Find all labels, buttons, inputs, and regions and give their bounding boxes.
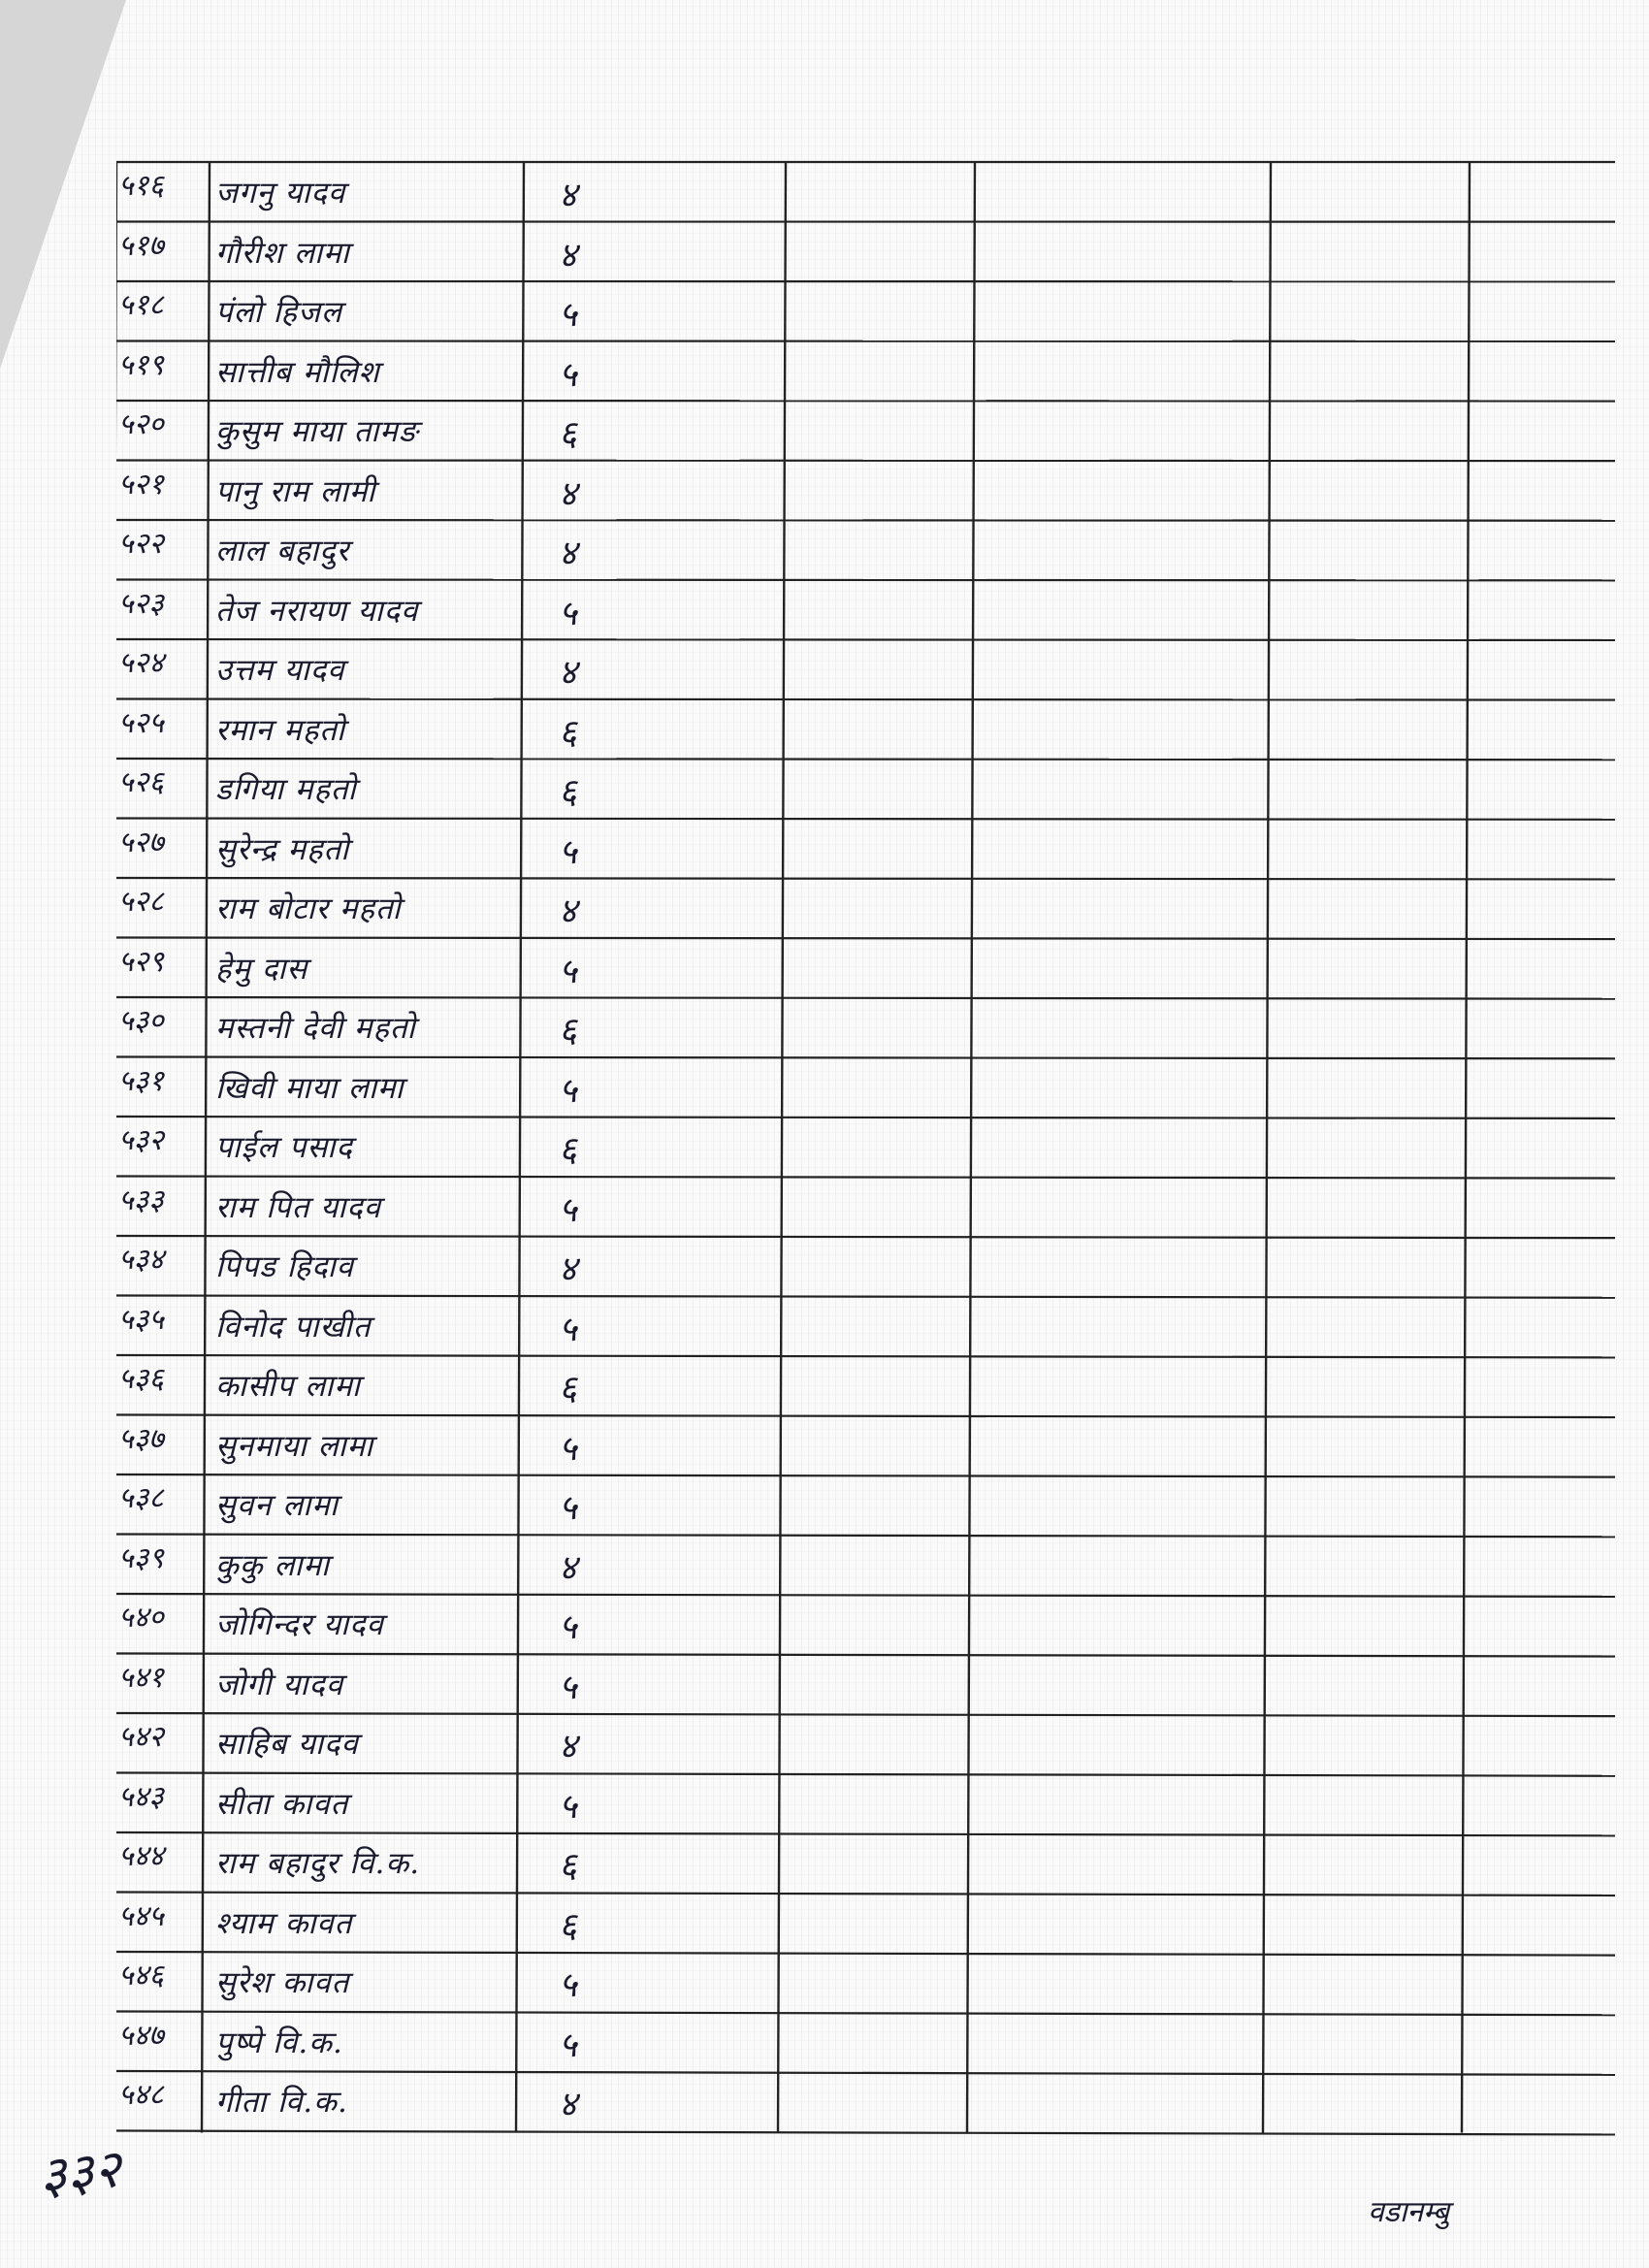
- quantity-cell: ५: [559, 1488, 577, 1528]
- table-row: [116, 2069, 1615, 2128]
- table-row: [116, 1891, 1615, 1950]
- serial-number-cell: ५४७: [118, 2018, 164, 2053]
- serial-number-cell: ५४१: [118, 1660, 164, 1695]
- quantity-cell: ४: [559, 176, 577, 215]
- quantity-cell: ४: [559, 473, 577, 514]
- serial-number-cell: ५४५: [118, 1898, 164, 1933]
- table-row: [116, 1771, 1615, 1831]
- name-cell: कुकु लामा: [215, 1547, 331, 1583]
- quantity-cell: ६: [559, 1369, 577, 1409]
- quantity-cell: ४: [559, 534, 577, 573]
- serial-number-cell: ५२६: [118, 765, 164, 799]
- quantity-cell: ५: [559, 1965, 577, 2005]
- quantity-cell: ५: [559, 593, 577, 633]
- serial-number-cell: ५२८: [118, 885, 164, 919]
- name-cell: जोगी यादव: [215, 1667, 344, 1702]
- row-rule: [116, 2131, 1615, 2135]
- name-cell: गीता वि.क.: [215, 2085, 348, 2120]
- name-cell: हेमु दास: [215, 951, 308, 987]
- name-cell: कुसुम माया तामङ: [215, 414, 419, 449]
- folded-corner: [0, 0, 126, 369]
- name-cell: राम बहादुर वि.क.: [215, 1846, 421, 1881]
- serial-number-cell: ५३१: [118, 1063, 164, 1098]
- serial-number-cell: ५४३: [118, 1779, 164, 1814]
- table-row: [116, 1413, 1615, 1473]
- table-row: [116, 995, 1615, 1054]
- name-cell: राम बोटार महतो: [215, 891, 402, 926]
- serial-number-cell: ५४२: [118, 1720, 164, 1754]
- table-row: [116, 757, 1615, 816]
- quantity-cell: ५: [559, 1189, 577, 1230]
- serial-number-cell: ५४४: [118, 1839, 164, 1873]
- serial-number-cell: ५३४: [118, 1243, 164, 1277]
- table-row: [116, 1234, 1615, 1293]
- quantity-cell: ६: [559, 414, 577, 454]
- name-cell: राम पित यादव: [215, 1189, 381, 1225]
- name-cell: सुरेन्द्र महतो: [215, 831, 350, 867]
- name-cell: लाल बहादुर: [215, 534, 350, 568]
- table-row: [116, 340, 1615, 399]
- page-corner-note: ३३२: [36, 2137, 124, 2208]
- table-row: [116, 459, 1615, 518]
- quantity-cell: ६: [559, 1846, 577, 1886]
- quantity-cell: ५: [559, 951, 577, 991]
- name-cell: सात्तीब मौलिश: [215, 354, 380, 390]
- signature: वडानम्बु: [1368, 2195, 1450, 2229]
- serial-number-cell: ५३६: [118, 1362, 164, 1396]
- ledger-table: [116, 160, 1615, 2139]
- table-row: [116, 1473, 1615, 1532]
- quantity-cell: ४: [559, 2085, 577, 2124]
- table-row: [116, 637, 1615, 697]
- serial-number-cell: ५३५: [118, 1302, 164, 1337]
- serial-number-cell: ५२३: [118, 586, 164, 621]
- quantity-cell: ४: [559, 235, 577, 275]
- serial-number-cell: ५२९: [118, 944, 164, 979]
- serial-number-cell: ५३२: [118, 1123, 164, 1157]
- table-row: [116, 936, 1615, 995]
- serial-number-cell: ५३९: [118, 1540, 164, 1575]
- quantity-cell: ५: [559, 1428, 577, 1469]
- table-row: [116, 876, 1615, 935]
- name-cell: जोगिन्दर यादव: [215, 1607, 384, 1642]
- quantity-cell: ६: [559, 1905, 577, 1946]
- serial-number-cell: ५३८: [118, 1481, 164, 1515]
- name-cell: विनोद पाखीत: [215, 1309, 372, 1345]
- table-row: [116, 1711, 1615, 1770]
- name-cell: कासीप लामा: [215, 1369, 361, 1404]
- quantity-cell: ५: [559, 831, 577, 872]
- serial-number-cell: ५३७: [118, 1421, 164, 1456]
- quantity-cell: ६: [559, 712, 577, 753]
- quantity-cell: ४: [559, 891, 577, 931]
- name-cell: सुवन लामा: [215, 1488, 339, 1523]
- name-cell: रमान महतो: [215, 712, 346, 748]
- serial-number-cell: ५२२: [118, 527, 164, 561]
- table-row: [116, 1055, 1615, 1115]
- quantity-cell: ५: [559, 2025, 577, 2065]
- table-row: [116, 160, 1615, 219]
- serial-number-cell: ५३३: [118, 1183, 164, 1217]
- name-cell: पाईल पसाद: [215, 1130, 353, 1165]
- serial-number-cell: ५२४: [118, 646, 164, 680]
- name-cell: सुनमाया लामा: [215, 1428, 374, 1464]
- serial-number-cell: ५४६: [118, 1959, 164, 1993]
- table-row: [116, 1294, 1615, 1353]
- table-row: [116, 399, 1615, 458]
- table-row: [116, 518, 1615, 577]
- name-cell: पंलो हिजल: [215, 295, 343, 330]
- quantity-cell: ६: [559, 1011, 577, 1051]
- name-cell: पिपड हिदाव: [215, 1249, 354, 1284]
- name-cell: उत्तम यादव: [215, 653, 345, 688]
- serial-number-cell: ५४८: [118, 2078, 164, 2112]
- table-row: [116, 1115, 1615, 1174]
- name-cell: सीता कावत: [215, 1786, 349, 1822]
- table-row: [116, 817, 1615, 876]
- quantity-cell: ५: [559, 1667, 577, 1707]
- name-cell: जगनु यादव: [215, 176, 346, 211]
- quantity-cell: ६: [559, 772, 577, 812]
- name-cell: खिवी माया लामा: [215, 1070, 404, 1106]
- quantity-cell: ५: [559, 1070, 577, 1111]
- table-row: [116, 697, 1615, 757]
- table-row: [116, 220, 1615, 279]
- table-row: [116, 1652, 1615, 1711]
- table-row: [116, 578, 1615, 637]
- serial-number-cell: ५२५: [118, 705, 164, 740]
- name-cell: मस्तनी देवी महतो: [215, 1011, 416, 1046]
- quantity-cell: ५: [559, 1786, 577, 1827]
- serial-number-cell: ५४०: [118, 1601, 164, 1635]
- serial-number-cell: ५१८: [118, 288, 164, 322]
- serial-number-cell: ५२१: [118, 467, 164, 502]
- table-row: [116, 1592, 1615, 1651]
- table-row: [116, 1831, 1615, 1890]
- quantity-cell: ५: [559, 1309, 577, 1349]
- name-cell: डगिया महतो: [215, 772, 357, 807]
- quantity-cell: ५: [559, 295, 577, 335]
- name-cell: साहिब यादव: [215, 1727, 359, 1762]
- serial-number-cell: ५१९: [118, 347, 164, 382]
- quantity-cell: ४: [559, 653, 577, 693]
- serial-number-cell: ५२०: [118, 407, 164, 441]
- name-cell: पानु राम लामी: [215, 473, 376, 509]
- quantity-cell: ५: [559, 354, 577, 395]
- name-cell: पुष्पे वि.क.: [215, 2025, 343, 2060]
- name-cell: गौरीश लामा: [215, 235, 350, 271]
- quantity-cell: ५: [559, 1607, 577, 1647]
- serial-number-cell: ५३०: [118, 1004, 164, 1038]
- name-cell: तेज नरायण यादव: [215, 593, 419, 629]
- quantity-cell: ६: [559, 1130, 577, 1170]
- serial-number-cell: ५१६: [118, 169, 164, 203]
- table-row: [116, 1175, 1615, 1234]
- table-row: [116, 1533, 1615, 1592]
- name-cell: सुरेश कावत: [215, 1965, 350, 2000]
- table-row: [116, 279, 1615, 339]
- serial-number-cell: ५१७: [118, 228, 164, 263]
- table-row: [116, 1353, 1615, 1412]
- serial-number-cell: ५२७: [118, 825, 164, 859]
- quantity-cell: ४: [559, 1249, 577, 1289]
- table-row: [116, 2010, 1615, 2069]
- table-row: [116, 1950, 1615, 2009]
- name-cell: श्याम कावत: [215, 1905, 353, 1941]
- quantity-cell: ४: [559, 1547, 577, 1588]
- quantity-cell: ४: [559, 1727, 577, 1766]
